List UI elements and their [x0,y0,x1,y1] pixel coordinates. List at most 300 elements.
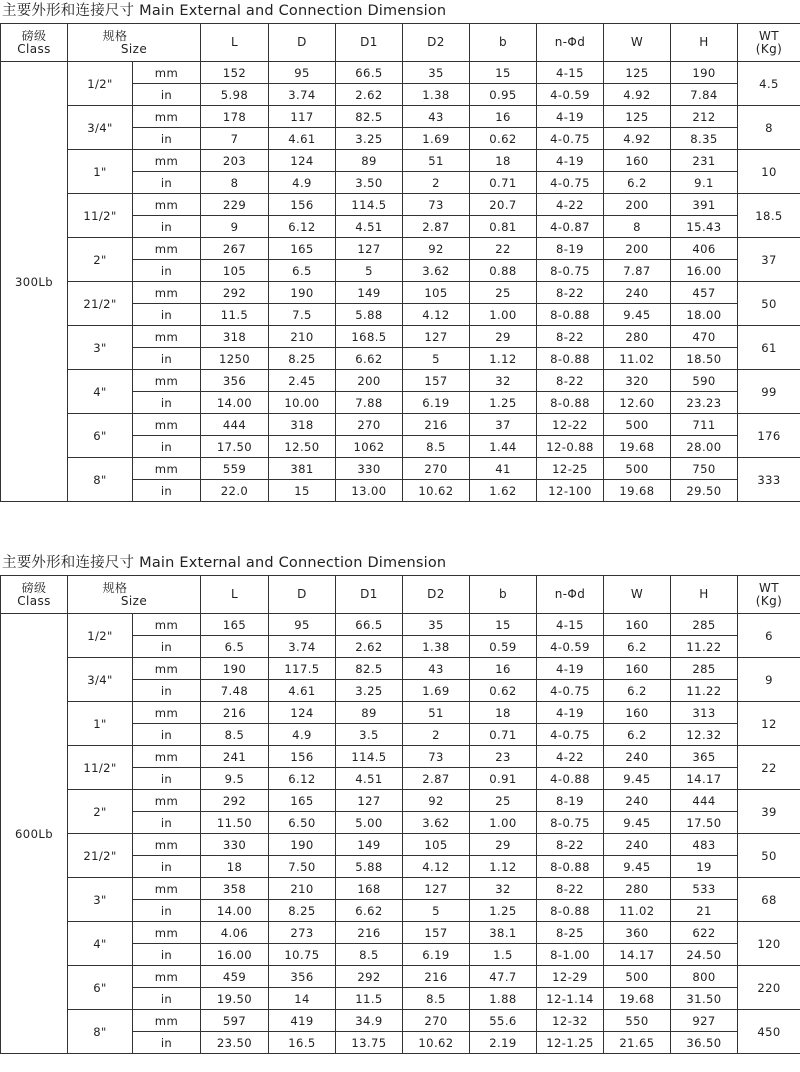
value-cell: 1.44 [470,436,537,458]
value-cell: 11.02 [604,348,671,370]
value-cell: 216 [403,414,470,436]
unit-cell: in [133,304,201,326]
size-cell: 3/4" [68,106,133,150]
value-cell: 9.1 [671,172,738,194]
table-row [1,370,800,392]
value-cell: 8-0.75 [537,260,604,282]
value-cell: 125 [604,106,671,128]
value-cell: 1.00 [470,304,537,326]
value-cell: 12.60 [604,392,671,414]
unit-cell: in [133,636,201,658]
value-cell: 16.5 [269,1032,336,1054]
table-row [1,746,800,768]
value-cell: 13.75 [336,1032,403,1054]
class-header-en: Class [17,41,51,56]
value-cell: 165 [269,790,336,812]
value-cell: 231 [671,150,738,172]
unit-cell: mm [133,1010,201,1032]
value-cell: 270 [403,1010,470,1032]
value-cell: 6.2 [604,636,671,658]
unit-cell: in [133,944,201,966]
value-cell: 127 [336,238,403,260]
value-cell: 4-19 [537,702,604,724]
value-cell: 8.25 [269,348,336,370]
value-cell: 190 [269,282,336,304]
value-cell: 3.62 [403,812,470,834]
value-cell: 7.84 [671,84,738,106]
value-cell: 216 [336,922,403,944]
unit-cell: mm [133,62,201,84]
value-cell: 18 [201,856,269,878]
value-cell: 0.62 [470,128,537,150]
value-cell: 5 [403,900,470,922]
value-cell: 3.25 [336,680,403,702]
class-header-cn: 磅级 [21,28,47,43]
value-cell: 2 [403,172,470,194]
table-row [1,790,800,812]
value-cell: 160 [604,614,671,636]
size-cell: 3" [68,878,133,922]
unit-cell: in [133,988,201,1010]
value-cell: 533 [671,878,738,900]
value-cell: 5.88 [336,856,403,878]
size-cell: 2" [68,238,133,282]
value-cell: 6.62 [336,900,403,922]
value-cell: 2.45 [269,370,336,392]
value-cell: 9 [201,216,269,238]
unit-cell: in [133,128,201,150]
value-cell: 8-0.88 [537,392,604,414]
unit-cell: mm [133,106,201,128]
column-header: H [671,24,738,62]
section-title: 主要外形和连接尺寸 Main External and Connection Dimension [2,555,447,571]
table-row [1,106,800,128]
unit-cell: in [133,348,201,370]
value-cell: 1.25 [470,392,537,414]
weight-cell: 68 [738,878,800,922]
value-cell: 0.88 [470,260,537,282]
value-cell: 4.9 [269,172,336,194]
weight-header-unit: (Kg) [755,593,783,608]
unit-cell: in [133,260,201,282]
value-cell: 12-0.88 [537,436,604,458]
value-cell: 7.5 [269,304,336,326]
value-cell: 6.19 [403,392,470,414]
unit-cell: mm [133,282,201,304]
value-cell: 11.50 [201,812,269,834]
value-cell: 457 [671,282,738,304]
value-cell: 17.50 [201,436,269,458]
value-cell: 216 [403,966,470,988]
value-cell: 127 [403,326,470,348]
value-cell: 2.62 [336,84,403,106]
value-cell: 73 [403,194,470,216]
value-cell: 200 [604,194,671,216]
value-cell: 6.19 [403,944,470,966]
value-cell: 5 [336,260,403,282]
value-cell: 4-15 [537,62,604,84]
value-cell: 12-1.14 [537,988,604,1010]
value-cell: 320 [604,370,671,392]
weight-cell: 9 [738,658,800,702]
value-cell: 114.5 [336,194,403,216]
value-cell: 240 [604,834,671,856]
value-cell: 160 [604,150,671,172]
value-cell: 31.50 [671,988,738,1010]
value-cell: 4-0.75 [537,724,604,746]
value-cell: 25 [470,790,537,812]
value-cell: 4-0.75 [537,128,604,150]
value-cell: 6.2 [604,172,671,194]
value-cell: 8-19 [537,238,604,260]
value-cell: 6.12 [269,768,336,790]
value-cell: 4-19 [537,658,604,680]
value-cell: 8-0.75 [537,812,604,834]
value-cell: 267 [201,238,269,260]
weight-cell: 99 [738,370,800,414]
value-cell: 19 [671,856,738,878]
weight-cell: 450 [738,1010,800,1054]
unit-cell: mm [133,878,201,900]
value-cell: 89 [336,702,403,724]
value-cell: 149 [336,834,403,856]
size-cell: 4" [68,922,133,966]
value-cell: 9.45 [604,304,671,326]
value-cell: 8-0.88 [537,304,604,326]
value-cell: 2 [403,724,470,746]
column-header: D2 [403,576,470,614]
value-cell: 18 [470,702,537,724]
weight-cell: 50 [738,834,800,878]
value-cell: 105 [403,282,470,304]
value-cell: 127 [336,790,403,812]
size-header [68,24,201,62]
weight-cell: 120 [738,922,800,966]
value-cell: 459 [201,966,269,988]
value-cell: 8 [201,172,269,194]
value-cell: 280 [604,878,671,900]
value-cell: 240 [604,790,671,812]
value-cell: 7.50 [269,856,336,878]
value-cell: 1.38 [403,636,470,658]
value-cell: 9.45 [604,812,671,834]
value-cell: 381 [269,458,336,480]
value-cell: 2.19 [470,1032,537,1054]
value-cell: 406 [671,238,738,260]
weight-header [738,576,800,614]
value-cell: 24.50 [671,944,738,966]
column-header: D2 [403,24,470,62]
value-cell: 1.00 [470,812,537,834]
value-cell: 711 [671,414,738,436]
value-cell: 8-0.88 [537,856,604,878]
value-cell: 41 [470,458,537,480]
unit-cell: mm [133,922,201,944]
value-cell: 168 [336,878,403,900]
value-cell: 800 [671,966,738,988]
value-cell: 7 [201,128,269,150]
unit-cell: in [133,768,201,790]
value-cell: 0.62 [470,680,537,702]
value-cell: 7.48 [201,680,269,702]
weight-header [738,24,800,62]
value-cell: 358 [201,878,269,900]
size-cell: 1/2" [68,614,133,658]
size-cell: 3" [68,326,133,370]
unit-cell: in [133,392,201,414]
value-cell: 5.88 [336,304,403,326]
value-cell: 292 [201,282,269,304]
table-row [1,326,800,348]
value-cell: 10.62 [403,1032,470,1054]
value-cell: 95 [269,614,336,636]
value-cell: 12-22 [537,414,604,436]
value-cell: 356 [269,966,336,988]
value-cell: 5.98 [201,84,269,106]
value-cell: 160 [604,702,671,724]
value-cell: 14.17 [604,944,671,966]
column-header: b [470,24,537,62]
value-cell: 22.0 [201,480,269,502]
value-cell: 156 [269,194,336,216]
section-title: 主要外形和连接尺寸 Main External and Connection Dimension [2,3,447,19]
weight-header-label: WT [759,28,779,43]
value-cell: 318 [269,414,336,436]
size-cell: 1/2" [68,62,133,106]
value-cell: 4-0.88 [537,768,604,790]
value-cell: 117 [269,106,336,128]
class-header [1,576,68,614]
size-header-cn: 规格 [102,580,128,595]
value-cell: 360 [604,922,671,944]
value-cell: 280 [604,326,671,348]
value-cell: 114.5 [336,746,403,768]
unit-cell: mm [133,658,201,680]
value-cell: 7.88 [336,392,403,414]
size-cell: 11/2" [68,746,133,790]
value-cell: 210 [269,326,336,348]
value-cell: 229 [201,194,269,216]
size-header-cn: 规格 [102,28,128,43]
value-cell: 20.7 [470,194,537,216]
value-cell: 92 [403,238,470,260]
value-cell: 240 [604,282,671,304]
column-header: D1 [336,576,403,614]
size-header-en: Size [120,593,148,608]
value-cell: 8.5 [201,724,269,746]
value-cell: 25 [470,282,537,304]
value-cell: 0.81 [470,216,537,238]
table-row [1,282,800,304]
value-cell: 203 [201,150,269,172]
unit-cell: mm [133,966,201,988]
value-cell: 157 [403,922,470,944]
table-row [1,238,800,260]
value-cell: 9.45 [604,856,671,878]
unit-cell: mm [133,238,201,260]
value-cell: 13.00 [336,480,403,502]
value-cell: 32 [470,370,537,392]
value-cell: 4.51 [336,216,403,238]
weight-header-label: WT [759,580,779,595]
value-cell: 66.5 [336,614,403,636]
value-cell: 1.69 [403,680,470,702]
unit-cell: in [133,216,201,238]
value-cell: 16.00 [671,260,738,282]
value-cell: 10.75 [269,944,336,966]
value-cell: 29 [470,834,537,856]
value-cell: 3.5 [336,724,403,746]
value-cell: 16 [470,106,537,128]
value-cell: 29 [470,326,537,348]
value-cell: 11.22 [671,680,738,702]
value-cell: 0.71 [470,724,537,746]
unit-cell: mm [133,194,201,216]
value-cell: 419 [269,1010,336,1032]
value-cell: 8.35 [671,128,738,150]
unit-cell: in [133,84,201,106]
value-cell: 4-0.59 [537,84,604,106]
value-cell: 1.25 [470,900,537,922]
value-cell: 34.9 [336,1010,403,1032]
value-cell: 92 [403,790,470,812]
size-cell: 21/2" [68,282,133,326]
unit-cell: mm [133,746,201,768]
value-cell: 4-22 [537,746,604,768]
value-cell: 5.00 [336,812,403,834]
column-header: D [269,576,336,614]
pressure-class-cell: 600Lb [1,614,68,1054]
value-cell: 127 [403,878,470,900]
value-cell: 19.68 [604,988,671,1010]
value-cell: 1.62 [470,480,537,502]
value-cell: 200 [336,370,403,392]
pressure-class-cell: 300Lb [1,62,68,502]
unit-cell: mm [133,326,201,348]
unit-cell: mm [133,614,201,636]
value-cell: 23.50 [201,1032,269,1054]
value-cell: 270 [403,458,470,480]
value-cell: 47.7 [470,966,537,988]
unit-cell: in [133,436,201,458]
value-cell: 12-100 [537,480,604,502]
unit-cell: in [133,172,201,194]
weight-cell: 176 [738,414,800,458]
value-cell: 6.50 [269,812,336,834]
dimension-table-600lb [0,575,800,1054]
class-header [1,24,68,62]
value-cell: 200 [604,238,671,260]
value-cell: 21 [671,900,738,922]
value-cell: 55.6 [470,1010,537,1032]
column-header: n-Φd [537,24,604,62]
unit-cell: mm [133,458,201,480]
value-cell: 9.5 [201,768,269,790]
value-cell: 3.62 [403,260,470,282]
value-cell: 550 [604,1010,671,1032]
size-cell: 11/2" [68,194,133,238]
table-row [1,194,800,216]
value-cell: 16 [470,658,537,680]
value-cell: 38.1 [470,922,537,944]
value-cell: 14 [269,988,336,1010]
value-cell: 8-1.00 [537,944,604,966]
value-cell: 12-29 [537,966,604,988]
value-cell: 313 [671,702,738,724]
column-header: W [604,576,671,614]
value-cell: 4-0.87 [537,216,604,238]
value-cell: 160 [604,658,671,680]
value-cell: 17.50 [671,812,738,834]
value-cell: 1.88 [470,988,537,1010]
value-cell: 273 [269,922,336,944]
dimension-section-600lb [0,552,800,1054]
value-cell: 1250 [201,348,269,370]
value-cell: 4.06 [201,922,269,944]
value-cell: 559 [201,458,269,480]
value-cell: 4.51 [336,768,403,790]
size-cell: 1" [68,150,133,194]
value-cell: 32 [470,878,537,900]
value-cell: 6.2 [604,724,671,746]
value-cell: 37 [470,414,537,436]
class-header-en: Class [17,593,51,608]
value-cell: 8-0.88 [537,348,604,370]
table-row [1,966,800,988]
column-header: n-Φd [537,576,604,614]
weight-cell: 50 [738,282,800,326]
table-row [1,458,800,480]
size-cell: 8" [68,1010,133,1054]
table-row [1,1010,800,1032]
header-row [1,24,800,62]
value-cell: 15 [269,480,336,502]
unit-cell: mm [133,834,201,856]
value-cell: 590 [671,370,738,392]
value-cell: 318 [201,326,269,348]
value-cell: 4-15 [537,614,604,636]
weight-cell: 4.5 [738,62,800,106]
value-cell: 1.5 [470,944,537,966]
value-cell: 11.5 [201,304,269,326]
weight-cell: 22 [738,746,800,790]
value-cell: 4.61 [269,680,336,702]
dimension-section-300lb [0,0,800,502]
value-cell: 12-25 [537,458,604,480]
table-row [1,62,800,84]
column-header: L [201,576,269,614]
value-cell: 124 [269,702,336,724]
value-cell: 95 [269,62,336,84]
value-cell: 11.5 [336,988,403,1010]
value-cell: 43 [403,658,470,680]
value-cell: 750 [671,458,738,480]
value-cell: 3.50 [336,172,403,194]
value-cell: 270 [336,414,403,436]
value-cell: 8-25 [537,922,604,944]
value-cell: 292 [336,966,403,988]
value-cell: 3.25 [336,128,403,150]
value-cell: 500 [604,414,671,436]
value-cell: 356 [201,370,269,392]
value-cell: 365 [671,746,738,768]
weight-cell: 39 [738,790,800,834]
value-cell: 156 [269,746,336,768]
value-cell: 216 [201,702,269,724]
value-cell: 10.00 [269,392,336,414]
value-cell: 4.92 [604,128,671,150]
value-cell: 6.2 [604,680,671,702]
